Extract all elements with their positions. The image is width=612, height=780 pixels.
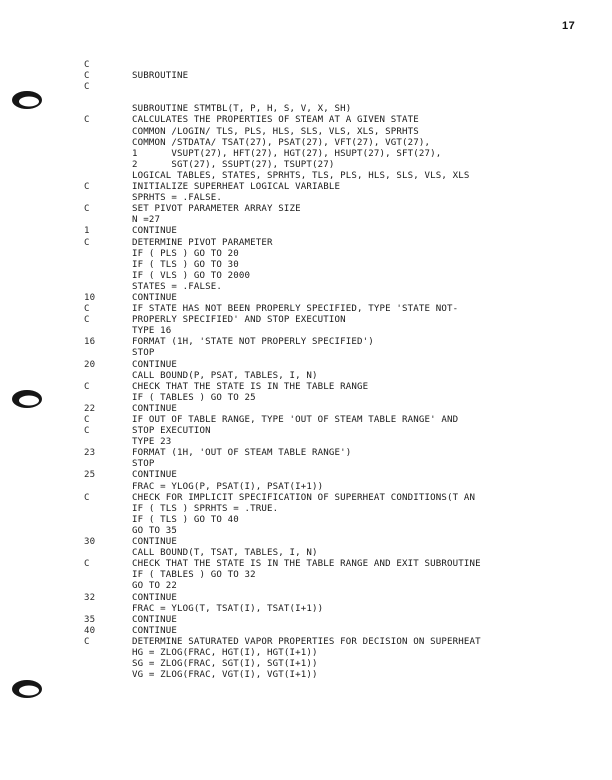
code-line bbox=[84, 348, 604, 359]
code-line bbox=[84, 382, 604, 393]
statement-text: IF ( TLS ) SPRHTS = .TRUE. bbox=[132, 503, 279, 514]
statement-label bbox=[84, 138, 132, 149]
code-line bbox=[84, 504, 604, 515]
code-line bbox=[84, 393, 604, 404]
code-line bbox=[84, 204, 604, 215]
statement-label: C bbox=[84, 204, 90, 215]
statement-text: STATES = .FALSE. bbox=[132, 281, 222, 292]
fortran-listing bbox=[84, 60, 604, 681]
statement-text: IF ( TLS ) GO TO 30 bbox=[132, 259, 239, 270]
code-line bbox=[84, 238, 604, 249]
statement-label: C bbox=[84, 304, 90, 315]
statement-text: GO TO 35 bbox=[132, 525, 177, 536]
statement-text: CONTINUE bbox=[132, 403, 177, 414]
statement-text: STOP EXECUTION bbox=[132, 426, 211, 437]
code-line bbox=[84, 482, 604, 493]
statement-label bbox=[84, 570, 132, 581]
statement-text: IF OUT OF TABLE RANGE, TYPE 'OUT OF STEAM TABLE RANGE' AND bbox=[132, 415, 459, 425]
statement-text: 2 SGT(27), SSUPT(27), TSUPT(27) bbox=[132, 159, 335, 170]
statement-label bbox=[84, 282, 132, 293]
statement-text: 1 VSUPT(27), HFT(27), HGT(27), HSUPT(27), SFT(27), bbox=[132, 148, 442, 159]
code-line bbox=[84, 260, 604, 271]
code-line bbox=[84, 559, 604, 570]
statement-text: CONTINUE bbox=[132, 226, 177, 237]
code-line bbox=[84, 293, 604, 304]
code-line bbox=[84, 337, 604, 348]
statement-text: CHECK THAT THE STATE IS IN THE TABLE RANGE AND EXIT SUBROUTINE bbox=[132, 559, 481, 570]
statement-label bbox=[84, 249, 132, 260]
statement-text: CHECK FOR IMPLICIT SPECIFICATION OF SUPERHEAT CONDITIONS(T AN bbox=[132, 492, 476, 503]
code-line bbox=[84, 271, 604, 282]
code-line bbox=[84, 82, 604, 93]
statement-label: C bbox=[84, 559, 90, 570]
statement-label bbox=[84, 171, 132, 182]
code-line bbox=[84, 71, 604, 82]
statement-label bbox=[84, 648, 132, 659]
statement-text: HG = ZLOG(FRAC, HGT(I), HGT(I+1)) bbox=[132, 647, 318, 658]
statement-text: SET PIVOT PARAMETER ARRAY SIZE bbox=[132, 204, 301, 215]
statement-text: TYPE 16 bbox=[132, 326, 172, 337]
code-line bbox=[84, 537, 604, 548]
statement-label: C bbox=[84, 426, 90, 437]
code-line bbox=[84, 304, 604, 315]
punch-hole-top bbox=[10, 88, 44, 112]
statement-label bbox=[84, 526, 132, 537]
statement-text: CONTINUE bbox=[132, 614, 177, 625]
statement-text: COMMON /STDATA/ TSAT(27), PSAT(27), VFT(27), VGT(27), bbox=[132, 137, 431, 148]
statement-label bbox=[84, 459, 132, 470]
statement-label bbox=[84, 160, 132, 171]
code-line bbox=[84, 548, 604, 559]
statement-text: N =27 bbox=[132, 215, 161, 226]
statement-label bbox=[84, 515, 132, 526]
punch-hole-middle bbox=[10, 387, 44, 411]
statement-text: CONTINUE bbox=[132, 537, 177, 548]
page-number: 17 bbox=[562, 20, 576, 32]
statement-label bbox=[84, 371, 132, 382]
code-line bbox=[84, 104, 604, 115]
statement-text: COMMON /LOGIN/ TLS, PLS, HLS, SLS, VLS, XLS, SPRHTS bbox=[132, 126, 419, 137]
statement-text: SG = ZLOG(FRAC, SGT(I), SGT(I+1)) bbox=[132, 659, 318, 670]
statement-label: C bbox=[84, 492, 90, 503]
statement-text: DETERMINE PIVOT PARAMETER bbox=[132, 237, 273, 248]
statement-text: FORMAT (1H, 'STATE NOT PROPERLY SPECIFIED') bbox=[132, 337, 374, 348]
statement-label: C bbox=[84, 82, 90, 93]
statement-text: IF STATE HAS NOT BEEN PROPERLY SPECIFIED, TYPE 'STATE NOT- bbox=[132, 304, 459, 315]
code-line bbox=[84, 182, 604, 193]
code-line bbox=[84, 315, 604, 326]
statement-label bbox=[84, 271, 132, 282]
statement-label bbox=[84, 93, 132, 104]
code-line bbox=[84, 659, 604, 670]
statement-label bbox=[84, 348, 132, 359]
code-line bbox=[84, 360, 604, 371]
statement-label: 22 bbox=[84, 403, 96, 414]
statement-text: CALCULATES THE PROPERTIES OF STEAM AT A GIVEN STATE bbox=[132, 115, 419, 126]
statement-text: VG = ZLOG(FRAC, VGT(I), VGT(I+1)) bbox=[132, 670, 318, 681]
statement-label: C bbox=[84, 315, 90, 326]
code-line bbox=[84, 670, 604, 681]
code-line bbox=[84, 593, 604, 604]
statement-text: CONTINUE bbox=[132, 592, 177, 603]
statement-label: 25 bbox=[84, 470, 96, 481]
statement-text: CONTINUE bbox=[132, 470, 177, 481]
code-line bbox=[84, 138, 604, 149]
statement-text: CALL BOUND(P, PSAT, TABLES, I, N) bbox=[132, 370, 318, 381]
statement-label: 35 bbox=[84, 614, 96, 625]
statement-text: CALL BOUND(T, TSAT, TABLES, I, N) bbox=[132, 548, 318, 559]
statement-label: C bbox=[84, 381, 90, 392]
statement-label: 40 bbox=[84, 625, 96, 636]
statement-label bbox=[84, 548, 132, 559]
statement-label bbox=[84, 215, 132, 226]
code-line bbox=[84, 626, 604, 637]
statement-label: C bbox=[84, 60, 90, 70]
code-line bbox=[84, 581, 604, 592]
statement-text: CONTINUE bbox=[132, 359, 177, 370]
code-line bbox=[84, 426, 604, 437]
statement-label bbox=[84, 670, 132, 681]
statement-text: IF ( PLS ) GO TO 20 bbox=[132, 248, 239, 259]
statement-label: 23 bbox=[84, 448, 96, 459]
code-line bbox=[84, 404, 604, 415]
code-line bbox=[84, 127, 604, 138]
code-line bbox=[84, 371, 604, 382]
statement-label bbox=[84, 326, 132, 337]
code-line bbox=[84, 415, 604, 426]
code-line bbox=[84, 60, 604, 71]
code-line bbox=[84, 115, 604, 126]
statement-label bbox=[84, 393, 132, 404]
statement-label bbox=[84, 260, 132, 271]
statement-label: C bbox=[84, 182, 90, 193]
code-line bbox=[84, 193, 604, 204]
statement-text: TYPE 23 bbox=[132, 437, 172, 448]
code-line bbox=[84, 282, 604, 293]
statement-text: IF ( VLS ) GO TO 2000 bbox=[132, 270, 251, 281]
statement-text: STOP bbox=[132, 459, 155, 470]
statement-text: STOP bbox=[132, 348, 155, 359]
statement-label: C bbox=[84, 415, 90, 425]
statement-label bbox=[84, 581, 132, 592]
statement-label bbox=[84, 504, 132, 515]
statement-label bbox=[84, 437, 132, 448]
statement-text: CHECK THAT THE STATE IS IN THE TABLE RANGE bbox=[132, 381, 369, 392]
code-line bbox=[84, 448, 604, 459]
code-line bbox=[84, 171, 604, 182]
code-line bbox=[84, 215, 604, 226]
statement-text: LOGICAL TABLES, STATES, SPRHTS, TLS, PLS, HLS, SLS, VLS, XLS bbox=[132, 170, 470, 181]
statement-label: C bbox=[84, 636, 90, 647]
punch-hole-bottom bbox=[10, 677, 44, 701]
statement-text: IF ( TABLES ) GO TO 32 bbox=[132, 570, 256, 581]
code-line bbox=[84, 437, 604, 448]
statement-text: FRAC = YLOG(P, PSAT(I), PSAT(I+1)) bbox=[132, 481, 324, 492]
statement-label bbox=[84, 104, 132, 115]
code-line bbox=[84, 149, 604, 160]
statement-text: IF ( TLS ) GO TO 40 bbox=[132, 514, 239, 525]
statement-text: INITIALIZE SUPERHEAT LOGICAL VARIABLE bbox=[132, 182, 341, 193]
statement-text: DETERMINE SATURATED VAPOR PROPERTIES FOR DECISION ON SUPERHEAT bbox=[132, 636, 481, 647]
statement-text: SPRHTS = .FALSE. bbox=[132, 193, 222, 204]
statement-text: CONTINUE bbox=[132, 292, 177, 303]
statement-label bbox=[84, 659, 132, 670]
code-line bbox=[84, 160, 604, 171]
code-line bbox=[84, 226, 604, 237]
code-line bbox=[84, 326, 604, 337]
statement-label bbox=[84, 149, 132, 160]
statement-label: C bbox=[84, 237, 90, 248]
code-line bbox=[84, 570, 604, 581]
statement-text: FORMAT (1H, 'OUT OF STEAM TABLE RANGE') bbox=[132, 448, 352, 459]
statement-text: FRAC = YLOG(T, TSAT(I), TSAT(I+1)) bbox=[132, 603, 324, 614]
statement-label bbox=[84, 604, 132, 615]
statement-label: 10 bbox=[84, 292, 96, 303]
code-line bbox=[84, 470, 604, 481]
statement-label bbox=[84, 193, 132, 204]
code-line bbox=[84, 526, 604, 537]
code-line bbox=[84, 493, 604, 504]
statement-label bbox=[84, 482, 132, 493]
statement-text: PROPERLY SPECIFIED' AND STOP EXECUTION bbox=[132, 315, 346, 326]
statement-label: 32 bbox=[84, 592, 96, 603]
statement-label: 1 bbox=[84, 226, 90, 237]
statement-label: C bbox=[84, 115, 90, 126]
code-line bbox=[84, 615, 604, 626]
code-line bbox=[84, 604, 604, 615]
statement-label: 30 bbox=[84, 537, 96, 548]
code-line bbox=[84, 459, 604, 470]
statement-label: C bbox=[84, 71, 90, 82]
statement-label: 20 bbox=[84, 359, 96, 370]
code-line bbox=[84, 637, 604, 648]
statement-text: CONTINUE bbox=[132, 625, 177, 636]
code-line bbox=[84, 93, 604, 104]
statement-text: GO TO 22 bbox=[132, 581, 177, 592]
statement-label bbox=[84, 127, 132, 138]
code-line bbox=[84, 648, 604, 659]
code-line bbox=[84, 249, 604, 260]
code-line bbox=[84, 515, 604, 526]
statement-text: SUBROUTINE bbox=[132, 71, 189, 82]
statement-label: 16 bbox=[84, 337, 96, 348]
statement-text: SUBROUTINE STMTBL(T, P, H, S, V, X, SH) bbox=[132, 104, 352, 115]
statement-text: IF ( TABLES ) GO TO 25 bbox=[132, 392, 256, 403]
